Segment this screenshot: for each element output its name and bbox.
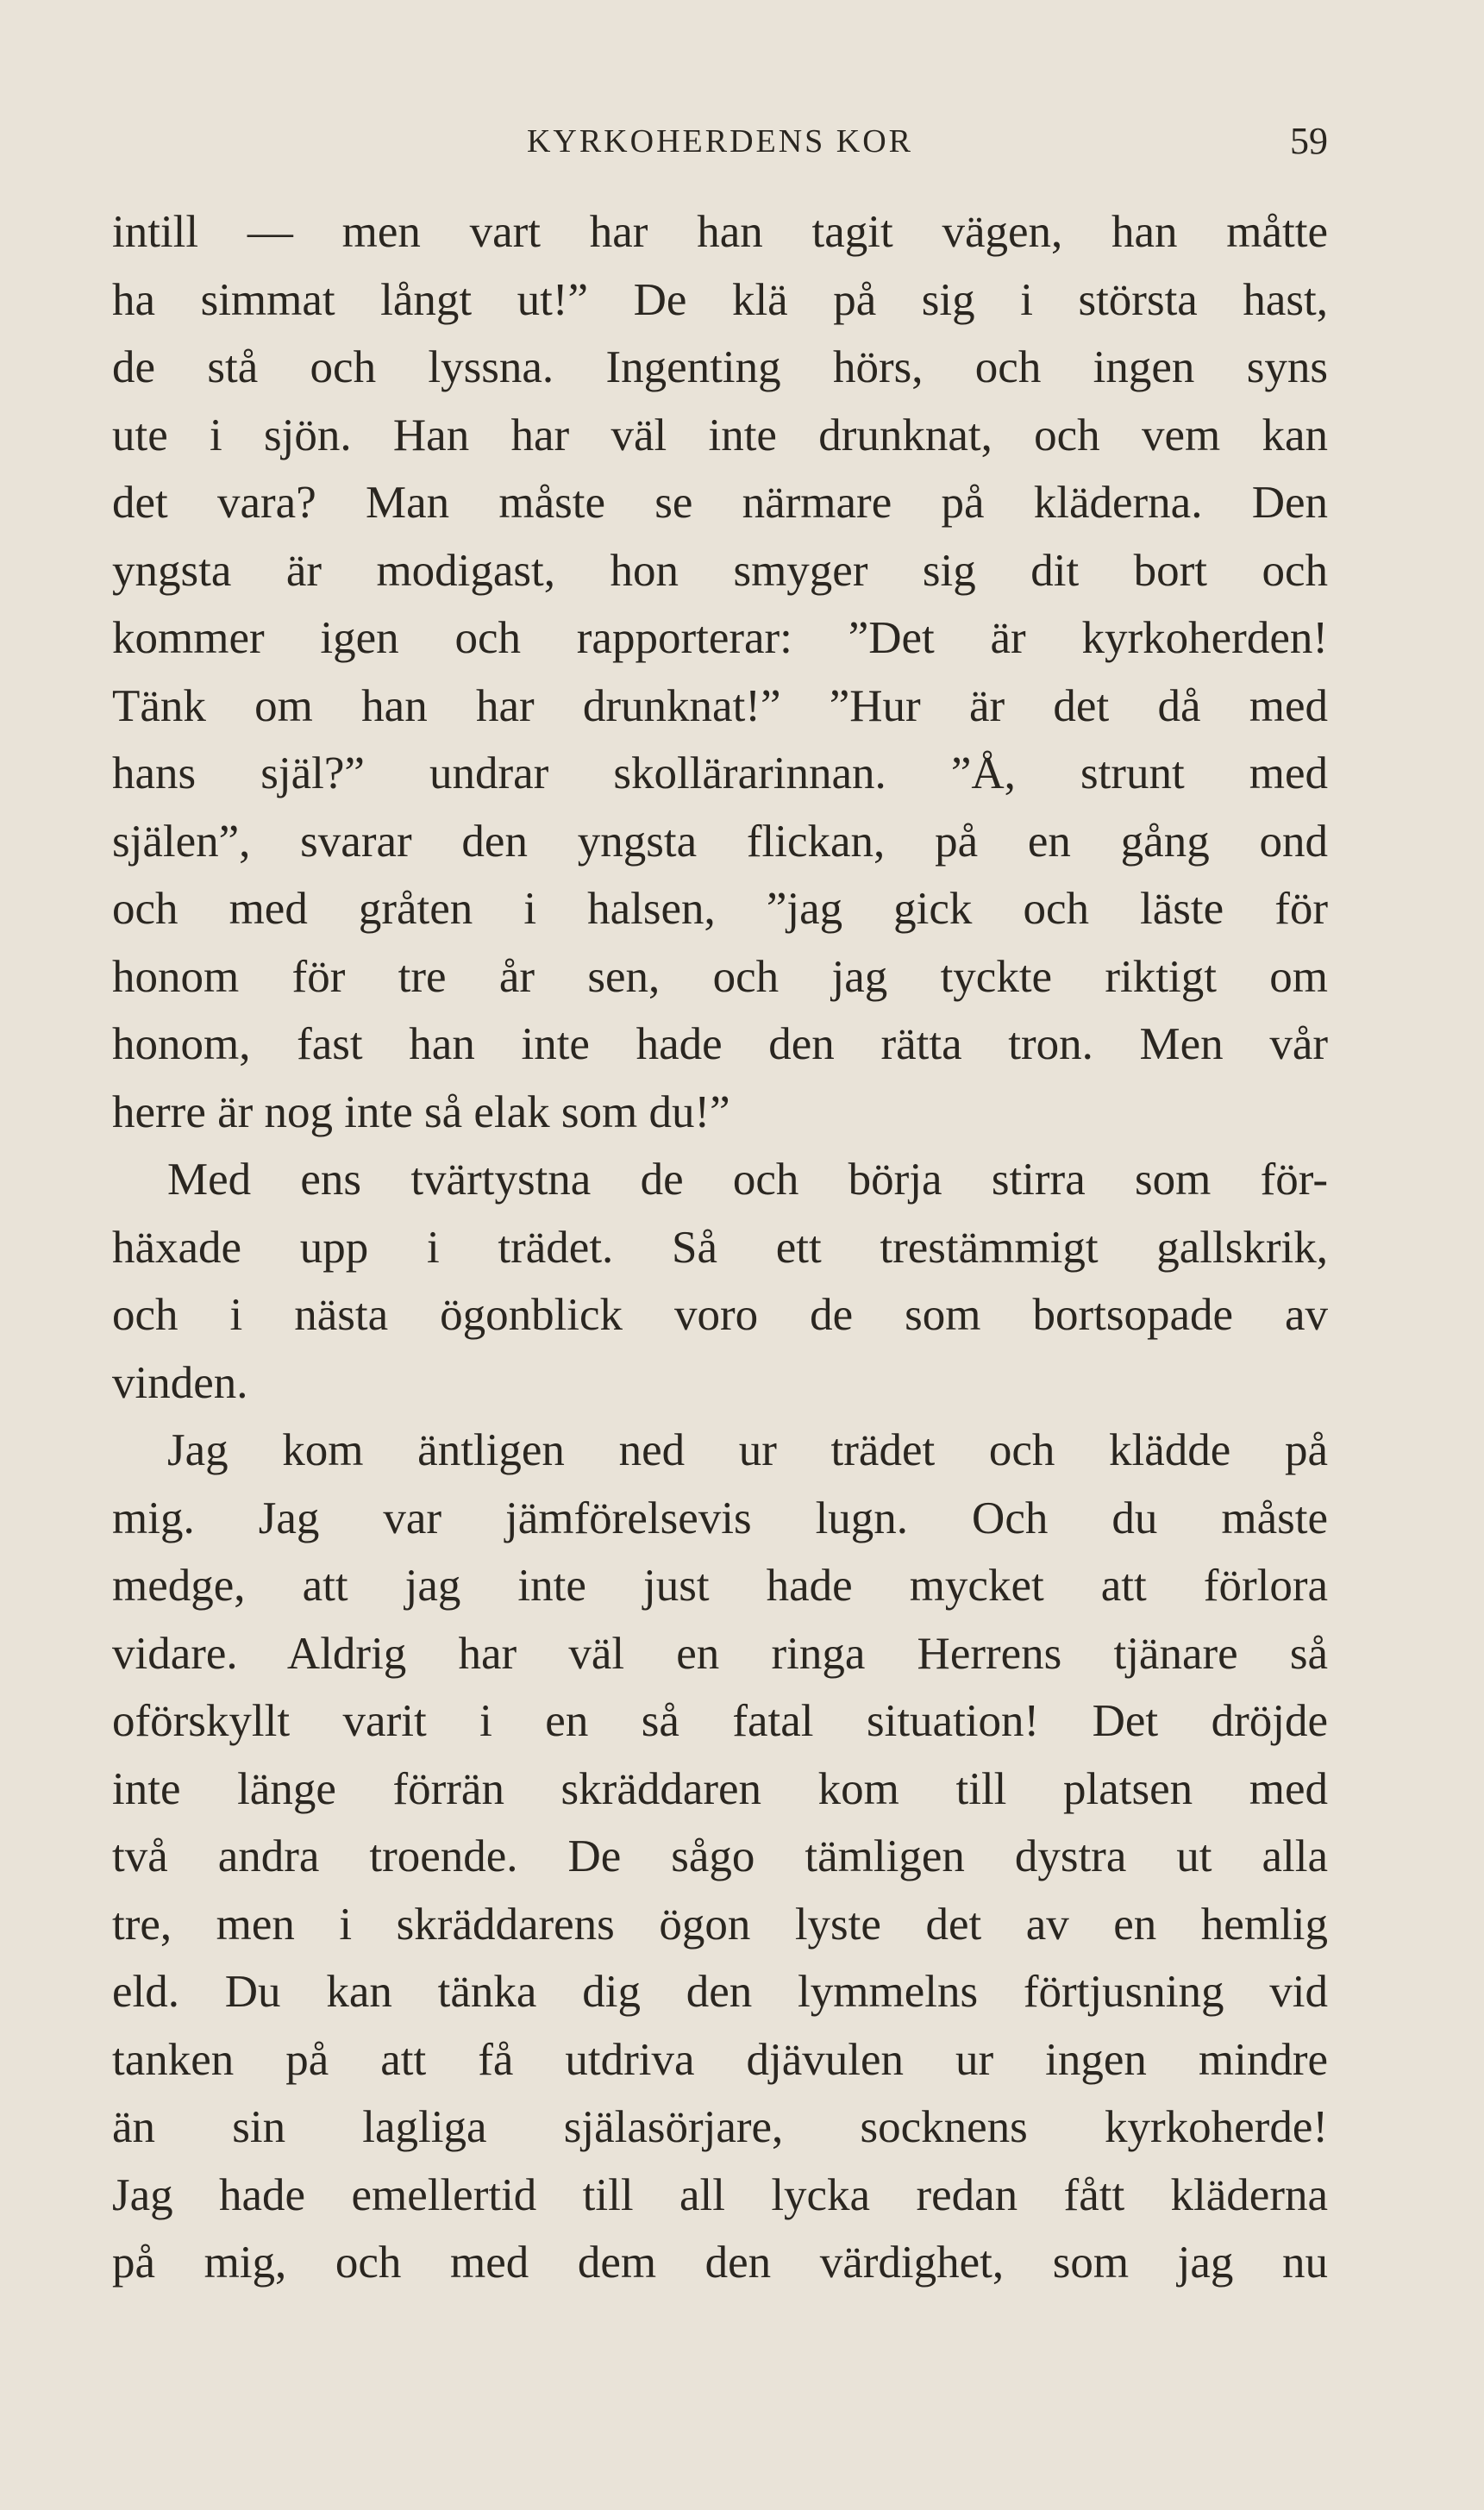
text-line: Jag hade emellertid till all lycka redan fått kläderna	[112, 2169, 1328, 2220]
text-line: ha simmat långt ut!” De klä på sig i största hast,	[112, 274, 1328, 325]
text-line: eld. Du kan tänka dig den lymmelns förtjusning vid	[112, 1967, 1328, 2017]
text-line: tre, men i skräddarens ögon lyste det av en hemlig	[112, 1899, 1328, 1950]
text-line: vinden.	[112, 1357, 248, 1408]
text-line: Jag kom äntligen ned ur trädet och klädde på	[167, 1425, 1328, 1475]
text-line: och med gråten i halsen, ”jag gick och läste för	[112, 884, 1328, 934]
page-number: 59	[1290, 120, 1328, 162]
running-title: KYRKOHERDENS KOR	[526, 123, 914, 160]
text-line: Tänk om han har drunknat!” ”Hur är det då med	[112, 680, 1328, 731]
text-line: honom, fast han inte hade den rätta tron. Men vår	[112, 1019, 1328, 1069]
text-line: själen”, svarar den yngsta flickan, på en gång ond	[112, 816, 1328, 867]
text-line: på mig, och med dem den värdighet, som jag nu	[112, 2238, 1328, 2288]
text-line: honom för tre år sen, och jag tyckte riktigt om	[112, 951, 1328, 1002]
text-line: Med ens tvärtystna de och börja stirra som för-	[167, 1155, 1328, 1205]
text-line: kommer igen och rapporterar: ”Det är kyrkoherden!	[112, 613, 1328, 663]
text-line: det vara? Man måste se närmare på kläderna. Den	[112, 478, 1328, 528]
text-line: två andra troende. De sågo tämligen dystra ut alla	[112, 1831, 1328, 1881]
body-text	[112, 198, 1328, 2297]
text-line: yngsta är modigast, hon smyger sig dit bort och	[112, 545, 1328, 596]
text-line: medge, att jag inte just hade mycket att förlora	[112, 1561, 1328, 1611]
text-line: mig. Jag var jämförelsevis lugn. Och du måste	[112, 1493, 1328, 1543]
text-line: inte länge förrän skräddaren kom till platsen med	[112, 1763, 1328, 1814]
text-line: oförskyllt varit i en så fatal situation! Det dröjde	[112, 1696, 1328, 1746]
text-line: ute i sjön. Han har väl inte drunknat, och vem kan	[112, 410, 1328, 460]
text-line: de stå och lyssna. Ingenting hörs, och ingen syns	[112, 342, 1328, 392]
text-line: häxade upp i trädet. Så ett trestämmigt gallskrik,	[112, 1222, 1328, 1273]
text-line: och i nästa ögonblick voro de som bortsopade av	[112, 1290, 1328, 1340]
text-line: tanken på att få utdriva djävulen ur ingen mindre	[112, 2034, 1328, 2085]
text-line: vidare. Aldrig har väl en ringa Herrens tjänare så	[112, 1628, 1328, 1679]
text-line: än sin lagliga själasörjare, socknens kyrkoherde!	[112, 2102, 1328, 2152]
page-header	[112, 116, 1328, 167]
text-line: intill — men vart har han tagit vägen, han måtte	[112, 207, 1328, 257]
text-line: hans själ?” undrar skollärarinnan. ”Å, strunt med	[112, 748, 1328, 798]
text-line: herre är nog inte så elak som du!”	[112, 1086, 730, 1137]
